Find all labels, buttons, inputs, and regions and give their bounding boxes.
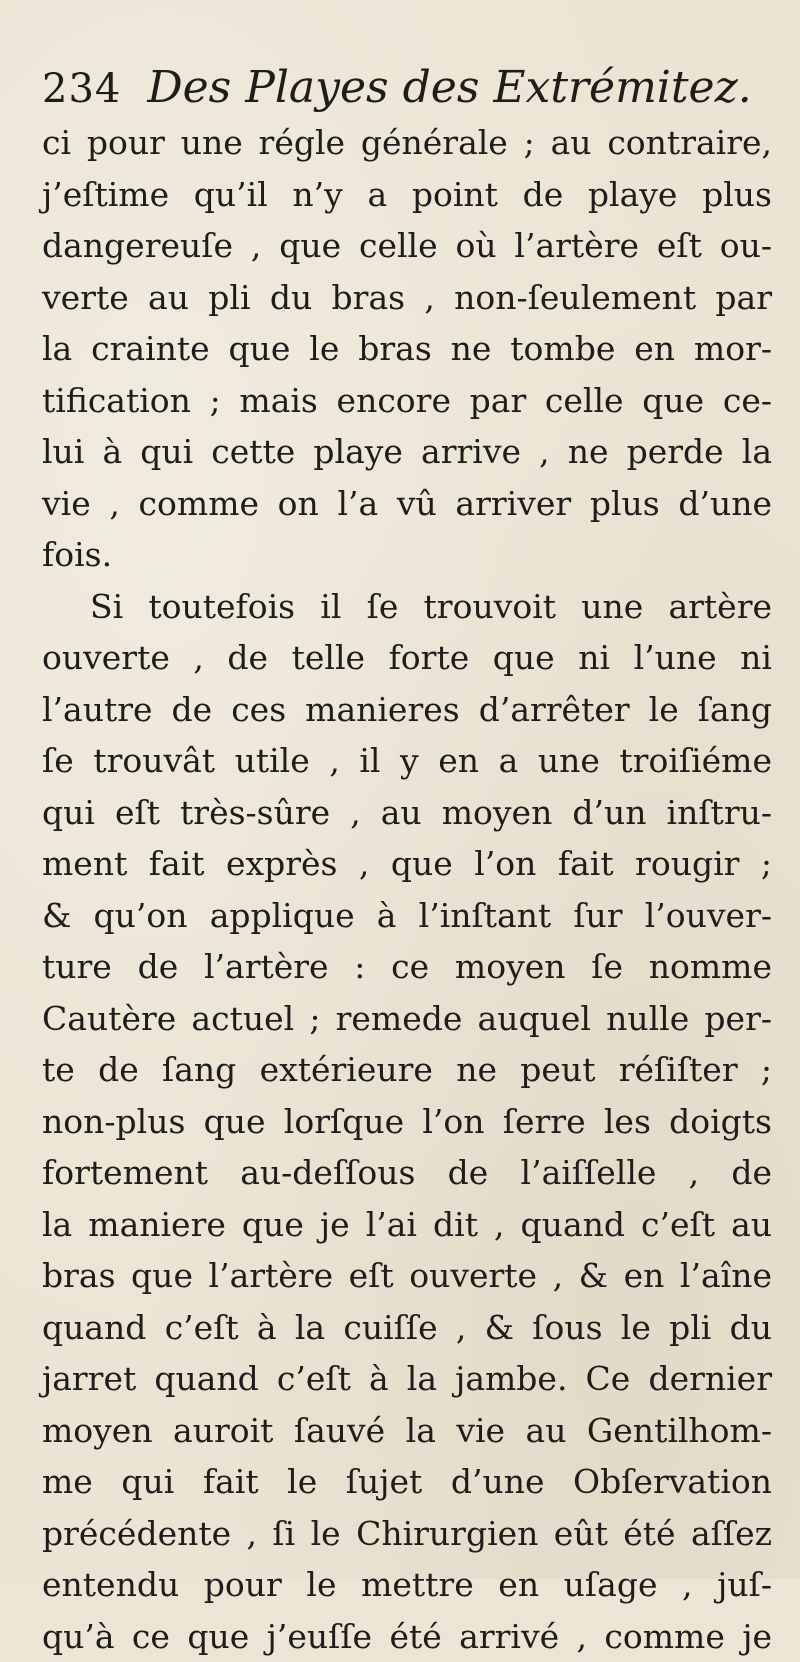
text-line: fortement au-deſſous de l’aiſſelle , de — [42, 1147, 772, 1199]
text-line: l’autre de ces manieres d’arrêter le ſang — [42, 684, 772, 736]
text-line: bras que l’artère eſt ouverte , & en l’aîne — [42, 1250, 772, 1302]
page-header — [42, 62, 762, 118]
text-line: fois. — [42, 529, 772, 581]
text-line: non-plus que lorſque l’on ſerre les doigts — [42, 1096, 772, 1148]
text-line: jarret quand c’eſt à la jambe. Ce dernier — [42, 1353, 772, 1405]
text-line: Si toutefois il ſe trouvoit une artère — [42, 581, 772, 633]
text-line: ment fait exprès , que l’on fait rougir ; — [42, 838, 772, 890]
text-line: précédente , ſi le Chirurgien eût été aſſez — [42, 1508, 772, 1560]
text-line: moyen auroit ſauvé la vie au Gentilhom- — [42, 1405, 772, 1457]
text-line: me qui fait le ſujet d’une Obſervation — [42, 1456, 772, 1508]
text-line: ture de l’artère : ce moyen ſe nomme — [42, 941, 772, 993]
text-line: & qu’on applique à l’inſtant ſur l’ouver- — [42, 890, 772, 942]
body-text — [42, 117, 772, 1662]
text-line: ſe trouvât utile , il y en a une troiſiéme — [42, 735, 772, 787]
text-line: Cautère actuel ; remede auquel nulle per- — [42, 993, 772, 1045]
text-line: j’eſtime qu’il n’y a point de playe plus — [42, 169, 772, 221]
text-line: ci pour une régle générale ; au contraire, — [42, 117, 772, 169]
text-line: quand c’eſt à la cuiſſe , & ſous le pli du — [42, 1302, 772, 1354]
text-line: dangereuſe , que celle où l’artère eſt ou- — [42, 220, 772, 272]
text-line: tification ; mais encore par celle que ce- — [42, 375, 772, 427]
text-line: vie , comme on l’a vû arriver plus d’une — [42, 478, 772, 530]
text-line: te de ſang extérieure ne peut réſiſter ; — [42, 1044, 772, 1096]
text-line: qu’à ce que j’euſſe été arrivé , comme je — [42, 1611, 772, 1662]
text-line: qui eſt très-sûre , au moyen d’un inſtru- — [42, 787, 772, 839]
text-line: verte au pli du bras , non-ſeulement par — [42, 272, 772, 324]
text-line: entendu pour le mettre en uſage , juſ- — [42, 1559, 772, 1611]
text-line: la maniere que je l’ai dit , quand c’eſt au — [42, 1199, 772, 1251]
text-line: lui à qui cette playe arrive , ne perde la — [42, 426, 772, 478]
page-number: 234 — [42, 66, 121, 112]
running-title: Des Playes des Extrémitez. — [147, 62, 751, 113]
text-line: ouverte , de telle forte que ni l’une ni — [42, 632, 772, 684]
text-line: la crainte que le bras ne tombe en mor- — [42, 323, 772, 375]
